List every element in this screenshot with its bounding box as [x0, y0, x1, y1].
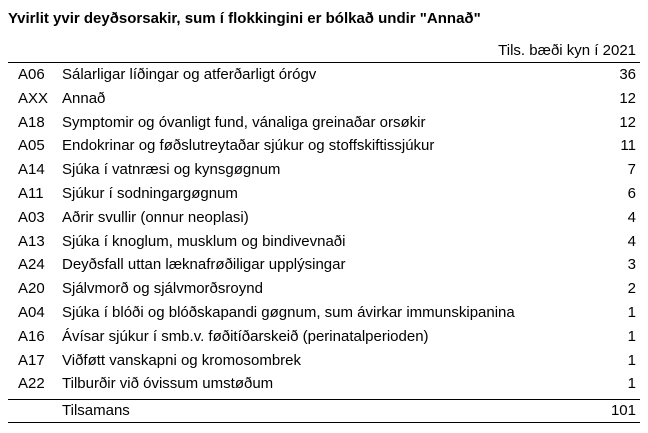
row-description: Sjúka í vatnræsi og kynsgøgnum	[62, 161, 281, 179]
table-title: Yvirlit yvir deyðsorsakir, sum í flokkingini er bólkað undir "Annað"	[8, 10, 481, 27]
table-row	[8, 230, 640, 254]
total-row	[8, 399, 640, 423]
row-description: Sjúka í knoglum, musklum og bindivevnaði	[62, 232, 346, 250]
row-code: A04	[18, 303, 45, 321]
table-row	[8, 253, 640, 277]
table-header	[8, 40, 640, 63]
row-value: 3	[627, 256, 636, 274]
table-row	[8, 277, 640, 301]
row-code: A17	[18, 351, 45, 369]
row-value: 1	[627, 375, 636, 393]
table-row	[8, 325, 640, 349]
row-value: 4	[627, 208, 636, 226]
row-value: 12	[619, 89, 636, 107]
row-code: A13	[18, 232, 45, 250]
table-row	[8, 372, 640, 396]
table-row	[8, 134, 640, 158]
total-label: Tilsamans	[62, 402, 130, 419]
row-code: A16	[18, 327, 45, 345]
row-code: A11	[18, 184, 44, 202]
row-description: Aðrir svullir (onnur neoplasi)	[62, 208, 249, 226]
row-value: 6	[627, 184, 636, 202]
row-code: A05	[18, 137, 45, 155]
table-body	[8, 63, 640, 396]
row-description: Annað	[62, 89, 106, 107]
row-description: Ávísar sjúkur í smb.v. føðitíðarskeið (perinatalperioden)	[62, 327, 429, 345]
row-value: 1	[627, 303, 636, 321]
table-row	[8, 349, 640, 373]
row-code: A20	[18, 280, 45, 298]
row-value: 11	[620, 137, 636, 155]
row-code: A14	[18, 161, 45, 179]
row-description: Deyðsfall uttan læknafrøðiligar upplýsingar	[62, 256, 346, 274]
row-value: 1	[627, 327, 636, 345]
row-description: Sjálvmorð og sjálvmorðsroynd	[62, 280, 263, 298]
total-value: 101	[610, 402, 636, 419]
row-value: 7	[627, 161, 636, 179]
row-value: 36	[619, 66, 636, 83]
table-row	[8, 206, 640, 230]
row-description: Endokrinar og føðslutreytaðar sjúkur og stoffskiftissjúkur	[62, 137, 435, 155]
row-description: Viðføtt vanskapni og kromosombrek	[62, 351, 301, 369]
table-row	[8, 63, 640, 87]
column-header-count: Tils. bæði kyn í 2021	[498, 42, 636, 59]
row-value: 1	[627, 351, 636, 369]
row-description: Symptomir og óvanligt fund, vánaliga greinaðar orsøkir	[62, 113, 426, 131]
table-row	[8, 111, 640, 135]
row-code: A22	[18, 375, 45, 393]
row-code: A18	[18, 113, 45, 131]
row-code: A03	[18, 208, 45, 226]
row-value: 2	[627, 280, 636, 298]
row-value: 4	[627, 232, 636, 250]
row-description: Sálarligar líðingar og atferðarligt órógv	[62, 66, 317, 83]
row-value: 12	[619, 113, 636, 131]
table-row	[8, 182, 640, 206]
row-code: A24	[18, 256, 45, 274]
row-description: Sjúkur í sodningargøgnum	[62, 184, 238, 202]
row-code: AXX	[18, 89, 49, 107]
row-description: Tilburðir við óvissum umstøðum	[62, 375, 274, 393]
row-code: A06	[18, 66, 45, 83]
table-row	[8, 158, 640, 182]
row-description: Sjúka í blóði og blóðskapandi gøgnum, sum ávirkar immunskipanina	[62, 303, 515, 321]
table-row	[8, 87, 640, 111]
table-row	[8, 301, 640, 325]
